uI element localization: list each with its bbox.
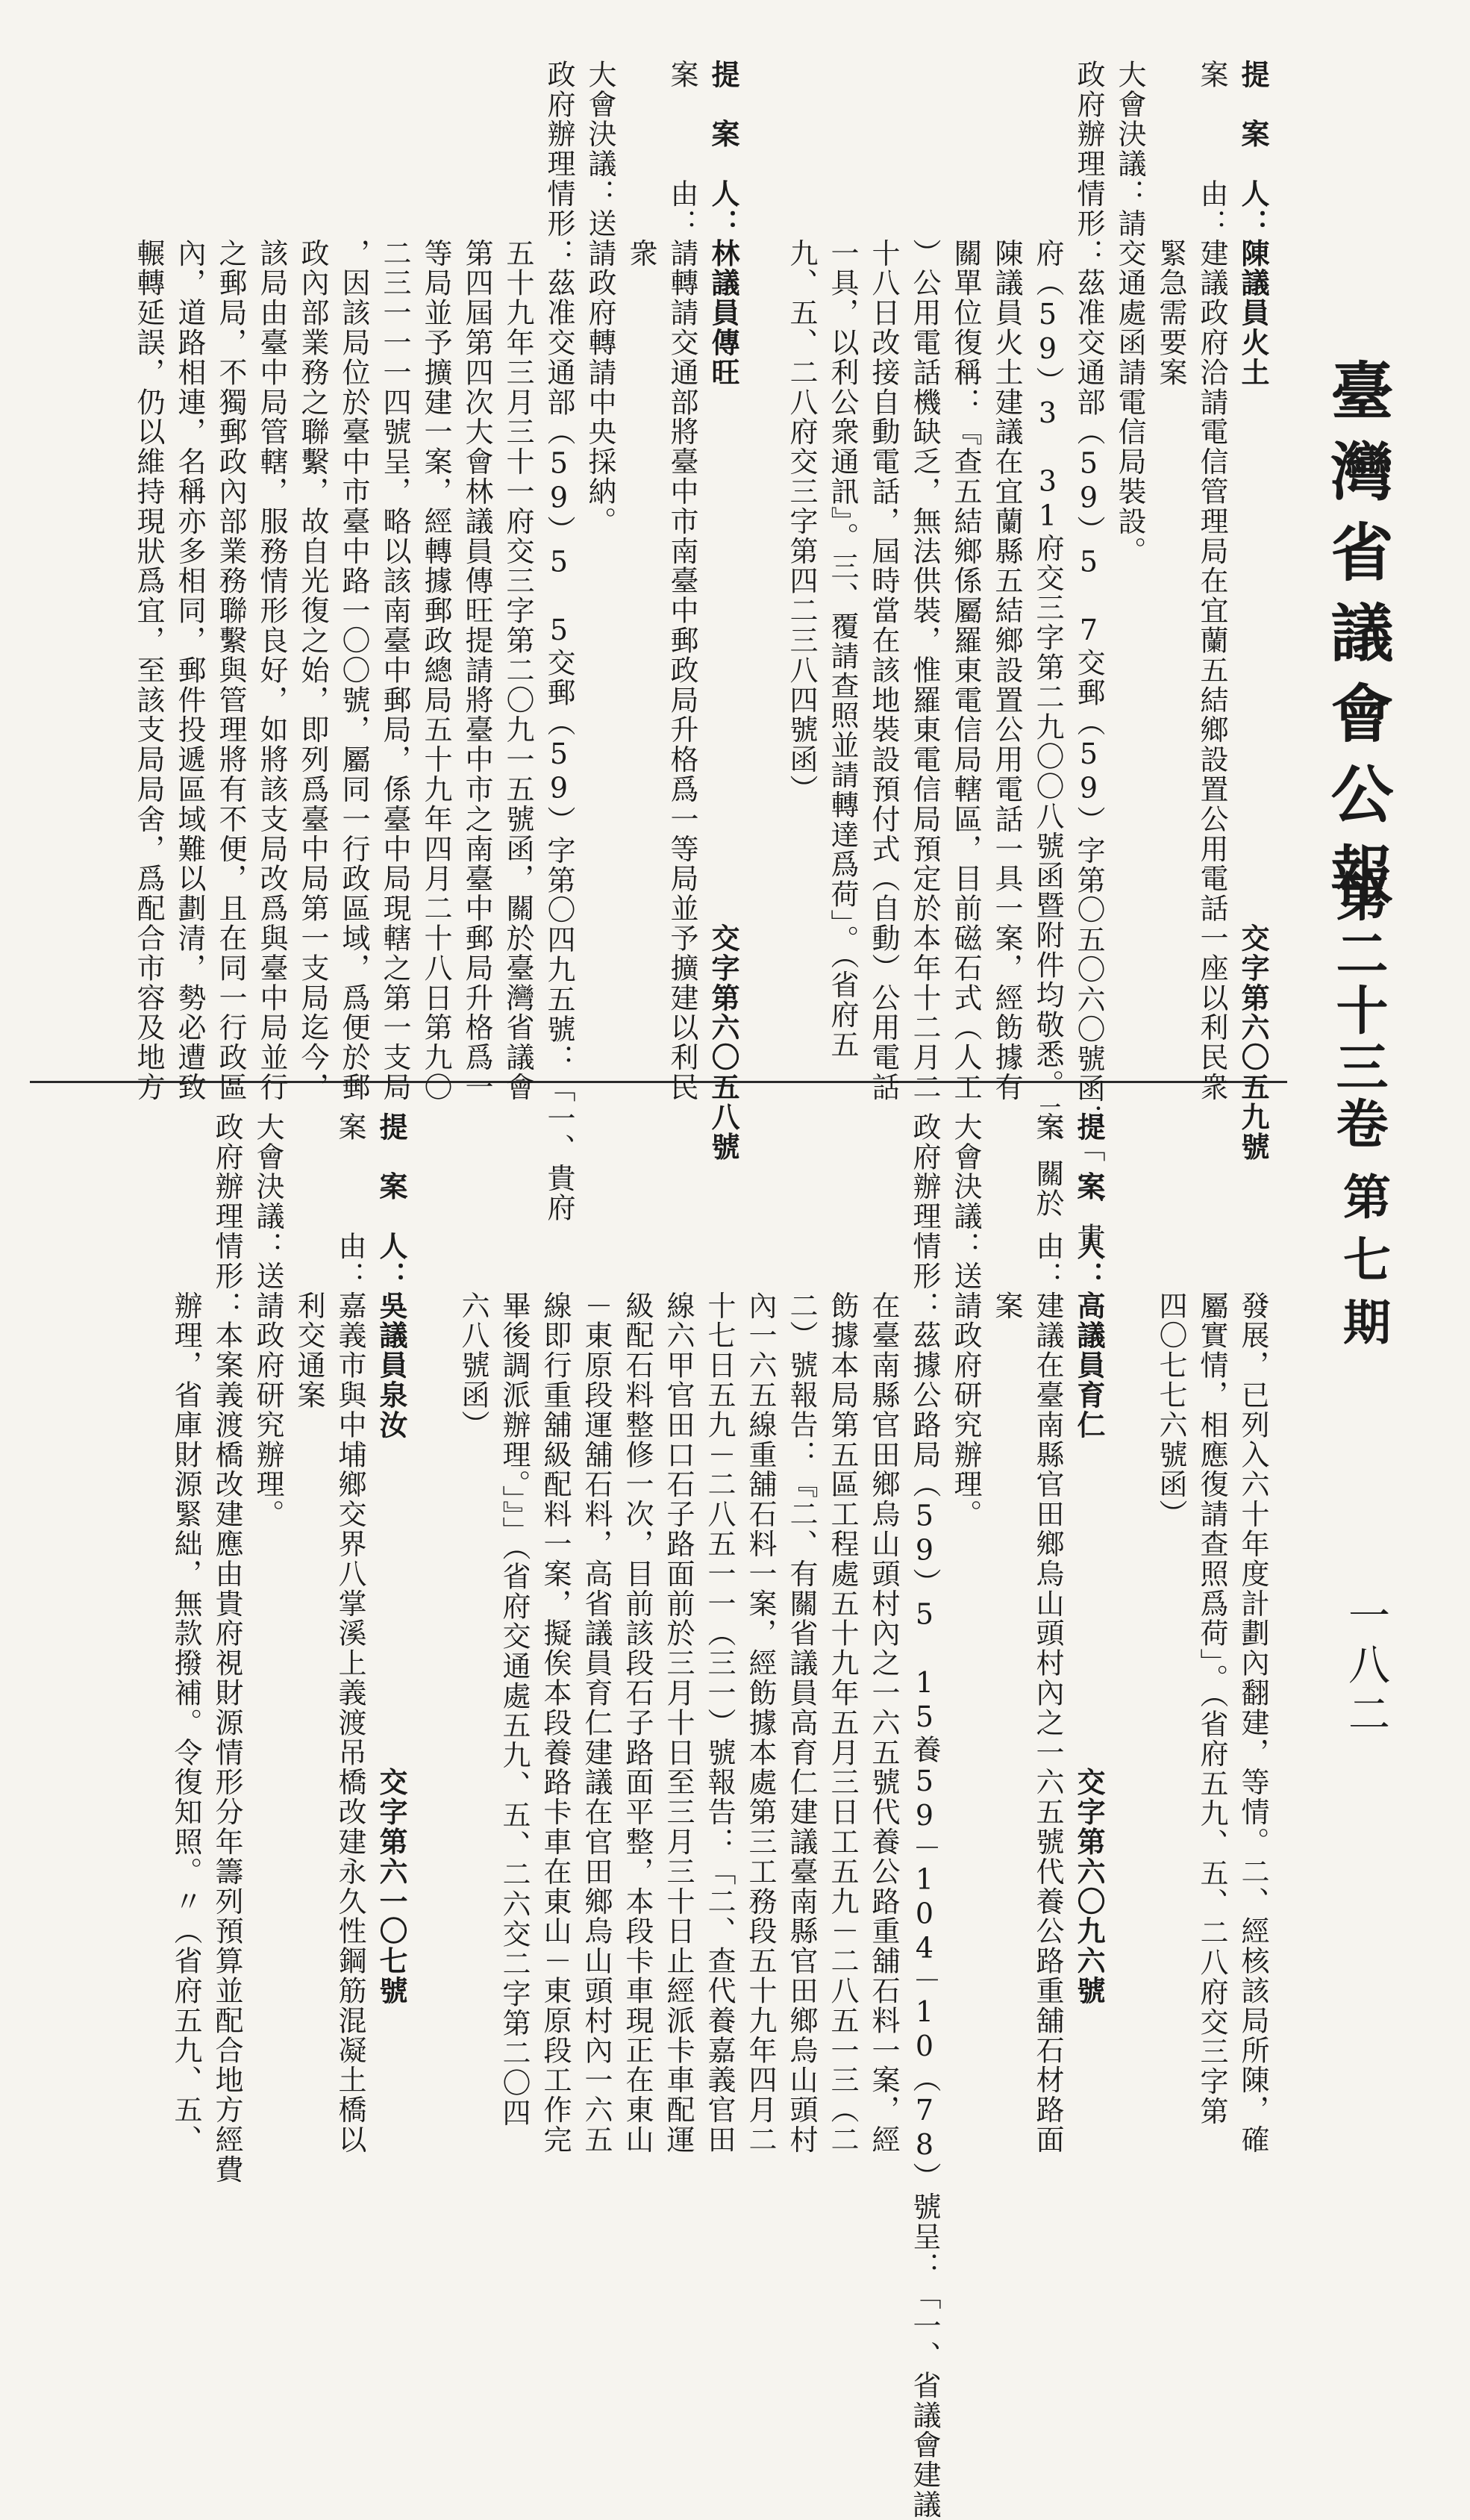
subject-line: 案 由：嘉義市與中埔鄉交界八掌溪上義渡吊橋改建永久性鋼筋混凝土橋以	[334, 1112, 366, 2155]
text-line: 辦理，省庫財源緊絀，無款撥補。令復知照。〃（省府五九、五、	[169, 1112, 202, 2155]
text-line: 緊急需要案	[1154, 60, 1187, 387]
text-line: 飭據本局第五區工程處五十九年五月三日工五九－二八五一三（二	[826, 1112, 859, 2155]
text-line: 關單位復稱：『查五結鄉係屬羅東電信局轄區，目前磁石式（人工	[949, 60, 982, 1102]
proposer-line: 提 案 人：林議員傳旺 交字第六〇五八號	[707, 60, 740, 1162]
handling-line: 政府辦理情形：茲准交通部（59）5 7交郵（59）字第〇五〇六〇號函：「一、貴	[1072, 60, 1105, 1253]
text-line: 二）號報告：『二、有關省議員高育仁建議臺南縣官田鄉烏山頭村	[785, 1112, 818, 2155]
text-line: 內，道路相連，名稱亦多相同，郵件投遞區域難以劃清，勢必遭致	[173, 60, 206, 1102]
resolution-line: 大會決議：送請政府研究辦理。	[949, 1112, 982, 1529]
text-line: 屬實情，相應復請查照爲荷」。（省府五九、五、二八府交三字第	[1195, 1112, 1228, 2127]
text-line: 十七日五九－二八五一一（三一）號報告：「二、查代養嘉義官田	[703, 1112, 736, 2155]
volume-number: 第二十三卷	[1327, 870, 1389, 1153]
text-line: 九、五、二八府交三字第四二三八四號函）	[785, 60, 818, 805]
text-line: 五十九年三月三十一府交三字第二〇九一五號函，關於臺灣省議會	[501, 60, 534, 1102]
text-line: 六八號函）	[457, 1112, 490, 1440]
resolution-line: 大會決議：送請政府轉請中央採納。	[584, 60, 616, 537]
text-line: ，因該局位於臺中市臺中路一〇〇號，屬同一行政區域，爲便於郵	[337, 60, 370, 1102]
text-line: 陳議員火土建議在宜蘭縣五結鄉設置公用電話一具一案，經飭據有	[990, 60, 1023, 1102]
text-line: 等局並予擴建一案，經轉據郵政總局五十九年四月二十八日第九〇	[419, 60, 452, 1102]
page-number: 一八二	[1342, 1594, 1390, 1741]
text-line: 畢後調派辦理。」』」（省府交通處五九、五、二六交二字第二〇四	[498, 1112, 531, 2128]
subject-line: 案 由：建議在臺南縣官田鄉烏山頭村內之一六五號代養公路重舖石材路面	[1031, 1112, 1064, 2155]
text-line: 政內部業務之聯繫，故自光復之始，即列爲臺中局第一支局迄今，	[296, 60, 329, 1102]
text-line: 發展，已列入六十年度計劃內翻建，等情。二、經核該局所陳，確	[1236, 1112, 1269, 2155]
text-line: 之郵局，不獨郵政內部業務聯繫與管理將有不便，且在同一行政區	[214, 60, 247, 1102]
resolution-line: 大會決議：請交通處函請電信局裝設。	[1113, 60, 1146, 567]
text-line: 線六甲官田口石子路面前於三月十日至三月三十日止經派卡車配運	[662, 1112, 695, 2155]
text-line: 該局由臺中局管轄，服務情形良好，如將該支局改爲與臺中局並行	[255, 60, 288, 1102]
handling-line: 政府辦理情形：茲准交通部（59）5 5交郵（59）字第〇四九五號：「一、貴府	[542, 60, 575, 1223]
text-line: 案	[990, 1112, 1023, 1321]
text-line: 第四屆第四次大會林議員傳旺提請將臺中市之南臺中郵局升格爲一	[460, 60, 493, 1102]
text-line: 級配石料整修一次，目前該段石子路面平整，本段卡車現正在東山	[621, 1112, 654, 2155]
text-line: 線即行重舖級配料一案，擬俟本段養路卡車在東山－東原段工作完	[539, 1112, 572, 2155]
handling-line: 政府辦理情形：茲據公路局（59）5 15養59－104－10（78）號呈：「一、省議會建議	[908, 1112, 941, 2520]
text-line: 利交通案	[293, 1112, 325, 1410]
subject-line: 案 由：請轉請交通部將臺中市南臺中郵政局升格爲一等局並予擴建以利民	[666, 60, 698, 1102]
proposer-line: 提 案 人：高議員育仁 交字第六〇九六號	[1072, 1112, 1106, 2006]
issue-number: 第七期	[1335, 1172, 1391, 1360]
handling-line: 政府辦理情形：本案義渡橋改建應由貴府視財源情形分年籌列預算並配合地方經費	[210, 1112, 243, 2185]
resolution-line: 大會決議：送請政府研究辦理。	[251, 1112, 284, 1529]
text-line: 十八日改接自動電話，屆時當在該地裝設預付式（自動）公用電話	[867, 60, 900, 1102]
text-line: 在臺南縣官田鄉烏山頭村內之一六五號代養公路重舖石料一案，經	[867, 1112, 900, 2155]
proposer-line: 提 案 人：陳議員火土 交字第六〇五九號	[1236, 60, 1270, 1162]
text-line: 輾轉延誤，仍以維持現狀爲宜，至該支局局舍，爲配合市容及地方	[132, 60, 165, 1102]
text-line: －東原段運舖石料，高省議員育仁建議在官田鄉烏山頭村內一六五	[580, 1112, 613, 2155]
subject-line: 案 由：建議政府洽請電信管理局在宜蘭五結鄉設置公用電話一座以利民衆	[1195, 60, 1228, 1102]
text-line: 內一六五線重舖石料一案，經飭據本處第三工務段五十九年四月二	[744, 1112, 777, 2155]
text-line: 四〇七七六號函）	[1154, 1112, 1187, 1529]
text-line: 一具，以利公衆通訊』。三、覆請查照並請轉達爲荷」。（省府五	[826, 60, 859, 1060]
text-line: 衆	[625, 60, 657, 269]
text-line: 府（59）3 31府交三字第二九〇〇八號函暨附件均敬悉。二、關於	[1031, 60, 1064, 1219]
gazette-title: 臺灣省議會公報	[1321, 358, 1395, 923]
text-line: 二三一一一四號呈，略以該南臺中郵局，係臺中局現轄之第一支局	[378, 60, 411, 1102]
text-line: ）公用電話機缺乏，無法供裝，惟羅東電信局預定於本年十二月二	[908, 60, 941, 1102]
proposer-line: 提 案 人：吳議員泉汝 交字第六一〇七號	[375, 1112, 408, 2006]
